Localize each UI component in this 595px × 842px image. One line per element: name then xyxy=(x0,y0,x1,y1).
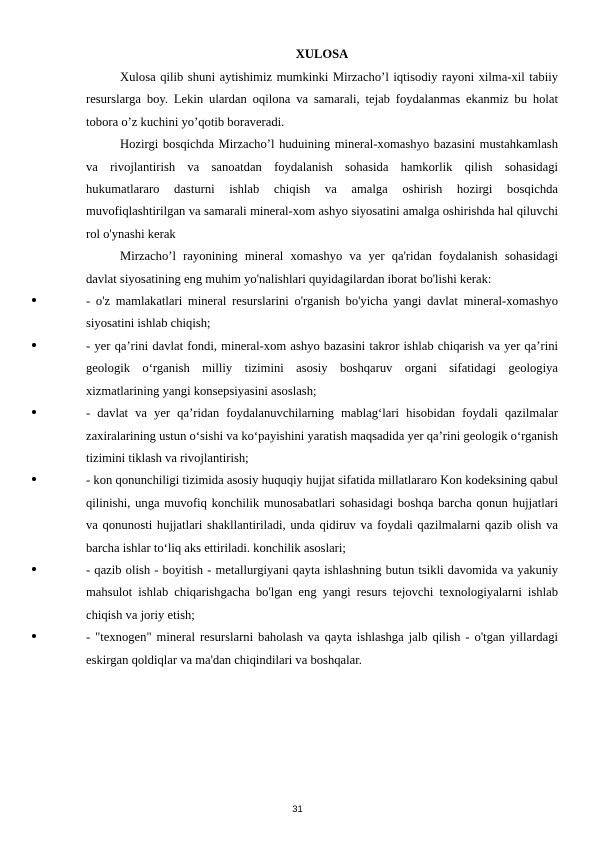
list-item-text: - yer qaʼrini davlat fondi, mineral-xom ashyo bazasini takror ishlab chiqarish va yer qaʼrini geologik oʻrganish milliy tizimini asosiy boshqaruv organi sifatidagi geologiya xizmatlarining yangi konsepsiyasini asoslash; xyxy=(86,338,558,398)
page-title: XULOSA xyxy=(295,47,349,61)
list-item xyxy=(86,469,558,559)
document-page xyxy=(86,43,558,671)
bullet-icon xyxy=(32,343,36,347)
paragraph-current-stage: Hozirgi bosqichda Mirzacho’l huduining mineral-xomashyo bazasini mustahkamlash va rivojlantirish va sanoatdan foydalanish sohasida hamkorlik qilish sohasidagi hukumatlararo dasturni ishlab chiqish va amalga oshirish hozirgi bosqichda muvofiqlashtirilgan va samarali mineral-xom ashyo siyosatini amalga oshirishda hal qiluvchi rol o'ynashi kerak xyxy=(86,137,558,241)
list-item xyxy=(86,402,558,469)
paragraph-policy-directions: Mirzacho’l rayonining mineral xomashyo va yer qa'ridan foydalanish sohasidagi davlat siyosatining eng muhim yo'nalishlari quyidagilardan iborat bo'lishi kerak: xyxy=(86,249,558,286)
list-item-text: - o'z mamlakatlari mineral resurslarini o'rganish bo'yicha yangi davlat mineral-xomashyo siyosatini ishlab chiqish; xyxy=(86,294,558,331)
policy-directions-list xyxy=(86,290,558,671)
list-item-text: - davlat va yer qaʼridan foydalanuvchilarning mablagʻlari hisobidan foydali qazilmalar zaxiralarining ustun oʻsishi va koʻpayishini yaratish maqsadida yer qaʼrini geologik oʻrganish tizimini tiklash va rivojlantirish; xyxy=(86,406,558,465)
bullet-icon xyxy=(32,298,36,302)
bullet-icon xyxy=(32,410,36,414)
list-item xyxy=(86,626,558,671)
list-item-text: - qazib olish - boyitish - metallurgiyani qayta ishlashning butun tsikli davomida va yakuniy mahsulot ishlab chiqarishgacha bo'lgan eng yangi resurs tejovchi texnologiyalarni ishlab chiqish va joriy etish; xyxy=(86,562,558,622)
bullet-icon xyxy=(32,567,36,571)
list-item-text: - "texnogen" mineral resurslarni baholash va qayta ishlashga jalb qilish - o'tgan yillardagi eskirgan qoldiqlar va ma'dan chiqindilari va boshqalar. xyxy=(86,630,558,667)
list-item xyxy=(86,290,558,335)
list-item xyxy=(86,335,558,402)
list-item-text: - kon qonunchiligi tizimida asosiy huquqiy hujjat sifatida millatlararo Kon kodeksining qabul qilinishi, unga muvofiq konchilik munosabatlari sohasidagi boshqa barcha qonun hujjatlari va qonunosti hujjatlari shakllantiriladi, unda qidiruv va foydali qazilmalarni qazib olish va barcha ishlar to‘liq aks ettiriladi. konchilik asoslari; xyxy=(86,473,558,555)
list-item xyxy=(86,559,558,626)
paragraph-conclusion: Xulosa qilib shuni aytishimiz mumkinki Mirzacho’l iqtisodiy rayoni xilma-xil tabiiy resurslarga boy. Lekin ulardan oqilona va samarali, tejab foydalanmas ekanmiz bu holat tobora o’z kuchini yo’qotib boraveradi. xyxy=(86,70,558,129)
bullet-icon xyxy=(32,634,36,638)
bullet-icon xyxy=(32,477,36,481)
page-number: 31 xyxy=(292,804,303,815)
